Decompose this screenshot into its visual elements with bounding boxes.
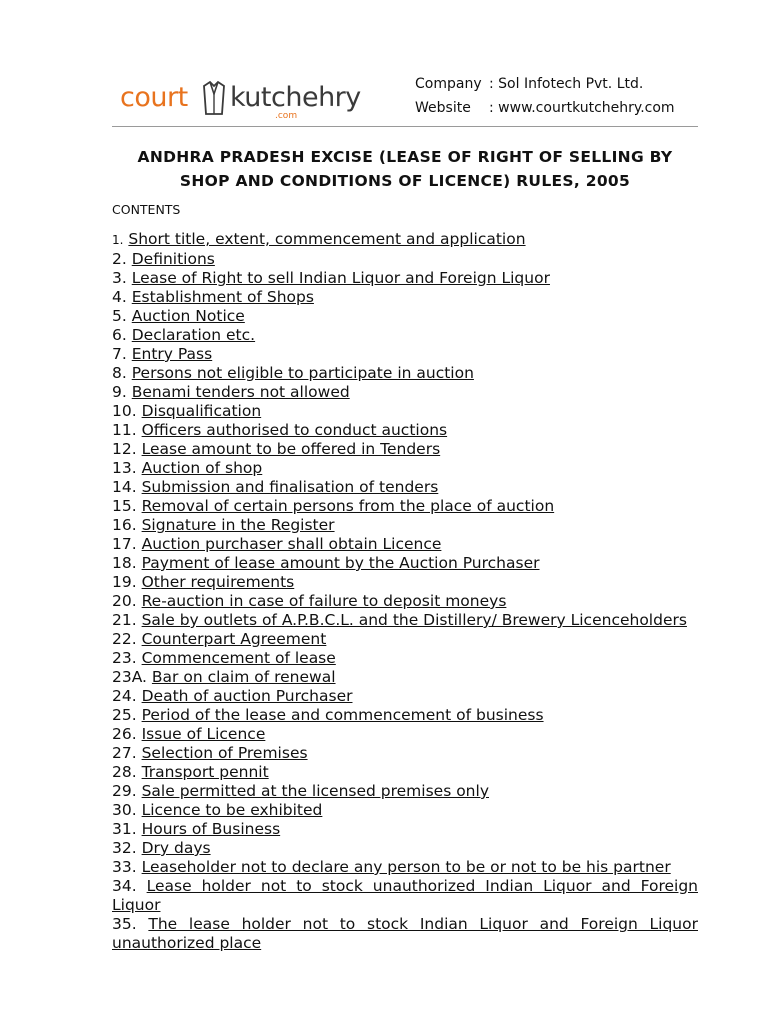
toc-item-link[interactable]: Sale by outlets of A.P.B.C.L. and the Distillery/ Brewery Licenceholders [141,611,687,629]
toc-item-link[interactable]: Declaration etc. [131,326,256,344]
toc-item-link[interactable]: Period of the lease and commencement of business [141,706,544,724]
toc-item-link[interactable]: Persons not eligible to participate in auction [131,364,474,382]
logo-court-text: court [120,82,188,113]
toc-item-number: 1. [112,233,124,247]
toc-item-number: 33. [112,858,137,876]
website-value[interactable]: : www.courtkutchehry.com [489,100,675,116]
toc-item-number: 30. [112,801,137,819]
toc-item [112,402,698,421]
courtkutchehry-logo[interactable] [120,78,370,122]
toc-item-number: 17. [112,535,137,553]
logo-kutchehry-text: kutchehry [230,82,361,113]
toc-item [112,744,698,763]
toc-item-link[interactable]: Lease amount to be offered in Tenders [141,440,441,458]
toc-item-link[interactable]: Benami tenders not allowed [131,383,350,401]
toc-item-number: 32. [112,839,137,857]
toc-item-number: 21. [112,611,137,629]
toc-item [112,288,698,307]
toc-item-link[interactable]: Removal of certain persons from the place of auction [141,497,555,515]
toc-item-link[interactable]: Sale permitted at the licensed premises only [141,782,489,800]
toc-item-number: 13. [112,459,137,477]
toc-item-number: 23. [112,649,137,667]
company-value: : Sol Infotech Pvt. Ltd. [489,76,644,92]
toc-item-link[interactable]: Counterpart Agreement [141,630,327,648]
toc-item-link[interactable]: Lease of Right to sell Indian Liquor and Foreign Liquor [131,269,550,287]
toc-item [112,573,698,592]
toc-item [112,782,698,801]
toc-item [112,364,698,383]
toc-item [112,535,698,554]
website-row [415,96,675,120]
toc-item [112,668,698,687]
toc-item-link[interactable]: Lease holder not to stock unauthorized Indian Liquor and Foreign Liquor [112,877,698,914]
toc-item-link[interactable]: Establishment of Shops [131,288,314,306]
toc-item-number: 18. [112,554,137,572]
toc-item-number: 10. [112,402,137,420]
toc-item-link[interactable]: Re-auction in case of failure to deposit moneys [141,592,507,610]
toc-item [112,497,698,516]
toc-item [112,687,698,706]
toc-item-link[interactable]: Commencement of lease [141,649,336,667]
toc-item-number: 4. [112,288,127,306]
toc-item [112,440,698,459]
toc-item-number: 8. [112,364,127,382]
website-label: Website [415,100,471,116]
logo-com-text: .com [275,111,298,121]
toc-item-link[interactable]: Definitions [131,250,215,268]
toc-item [112,250,698,269]
toc-item-link[interactable]: The lease holder not to stock Indian Liquor and Foreign Liquor unauthorized place [112,915,698,952]
toc-item-link[interactable]: Submission and finalisation of tenders [141,478,439,496]
toc-item [112,630,698,649]
toc-item-link[interactable]: Selection of Premises [141,744,308,762]
toc-item [112,763,698,782]
toc-item [112,801,698,820]
toc-item-link[interactable]: Issue of Licence [141,725,266,743]
toc-item-number: 19. [112,573,137,591]
toc-item [112,915,698,953]
toc-item [112,516,698,535]
toc-item [112,421,698,440]
toc-item-number: 3. [112,269,127,287]
toc-item-link[interactable]: Auction purchaser shall obtain Licence [141,535,442,553]
document-title: ANDHRA PRADESH EXCISE (LEASE OF RIGHT OF SELLING BY SHOP AND CONDITIONS OF LICENCE) RULES, 2005 [137,148,673,190]
judge-robe-icon [198,80,230,116]
toc-item-number: 5. [112,307,127,325]
toc-item [112,611,698,630]
toc-item [112,326,698,345]
toc-item-link[interactable]: Entry Pass [131,345,213,363]
toc-item-number: 11. [112,421,137,439]
toc-item [112,230,698,250]
toc-item [112,459,698,478]
toc-item [112,877,698,915]
toc-item-link[interactable]: Licence to be exhibited [141,801,323,819]
toc-item-number: 24. [112,687,137,705]
toc-item-number: 6. [112,326,127,344]
toc-item-link[interactable]: Leaseholder not to declare any person to be or not to be his partner [141,858,671,876]
toc-item-number: 28. [112,763,137,781]
toc-item-number: 7. [112,345,127,363]
toc-item-number: 34. [112,877,137,895]
toc-item-number: 2. [112,250,127,268]
toc-item-number: 9. [112,383,127,401]
toc-item-number: 22. [112,630,137,648]
toc-item [112,269,698,288]
toc-item-link[interactable]: Death of auction Purchaser [141,687,353,705]
toc-item-number: 27. [112,744,137,762]
toc-item-link[interactable]: Auction of shop [141,459,263,477]
company-row [415,72,675,96]
toc-item-number: 23A. [112,668,147,686]
company-info [415,72,675,120]
toc-item-number: 26. [112,725,137,743]
company-label: Company [415,76,482,92]
toc-item [112,858,698,877]
toc-item-link[interactable]: Signature in the Register [141,516,335,534]
table-of-contents [112,230,698,953]
toc-item [112,383,698,402]
toc-item-link[interactable]: Transport pennit [141,763,269,781]
toc-item [112,592,698,611]
toc-item [112,345,698,364]
toc-item [112,649,698,668]
toc-item [112,307,698,326]
toc-item [112,725,698,744]
toc-item-number: 31. [112,820,137,838]
toc-item-number: 25. [112,706,137,724]
toc-item-number: 15. [112,497,137,515]
toc-item-link[interactable]: Officers authorised to conduct auctions [141,421,448,439]
toc-item-number: 14. [112,478,137,496]
toc-item-link[interactable]: Short title, extent, commencement and application [128,230,526,248]
toc-item-link[interactable]: Bar on claim of renewal [151,668,336,686]
toc-item-number: 12. [112,440,137,458]
toc-item-number: 29. [112,782,137,800]
toc-item [112,554,698,573]
contents-heading: CONTENTS [112,202,181,217]
toc-item [112,478,698,497]
toc-item-number: 16. [112,516,137,534]
toc-item-link[interactable]: Hours of Business [141,820,281,838]
header-divider [112,126,698,127]
toc-item [112,820,698,839]
toc-item [112,839,698,858]
toc-item-link[interactable]: Dry days [141,839,211,857]
toc-item-link[interactable]: Payment of lease amount by the Auction Purchaser [141,554,540,572]
toc-item-number: 20. [112,592,137,610]
toc-item-number: 35. [112,915,137,933]
toc-item [112,706,698,725]
toc-item-link[interactable]: Auction Notice [131,307,245,325]
toc-item-link[interactable]: Other requirements [141,573,295,591]
toc-item-link[interactable]: Disqualification [141,402,262,420]
